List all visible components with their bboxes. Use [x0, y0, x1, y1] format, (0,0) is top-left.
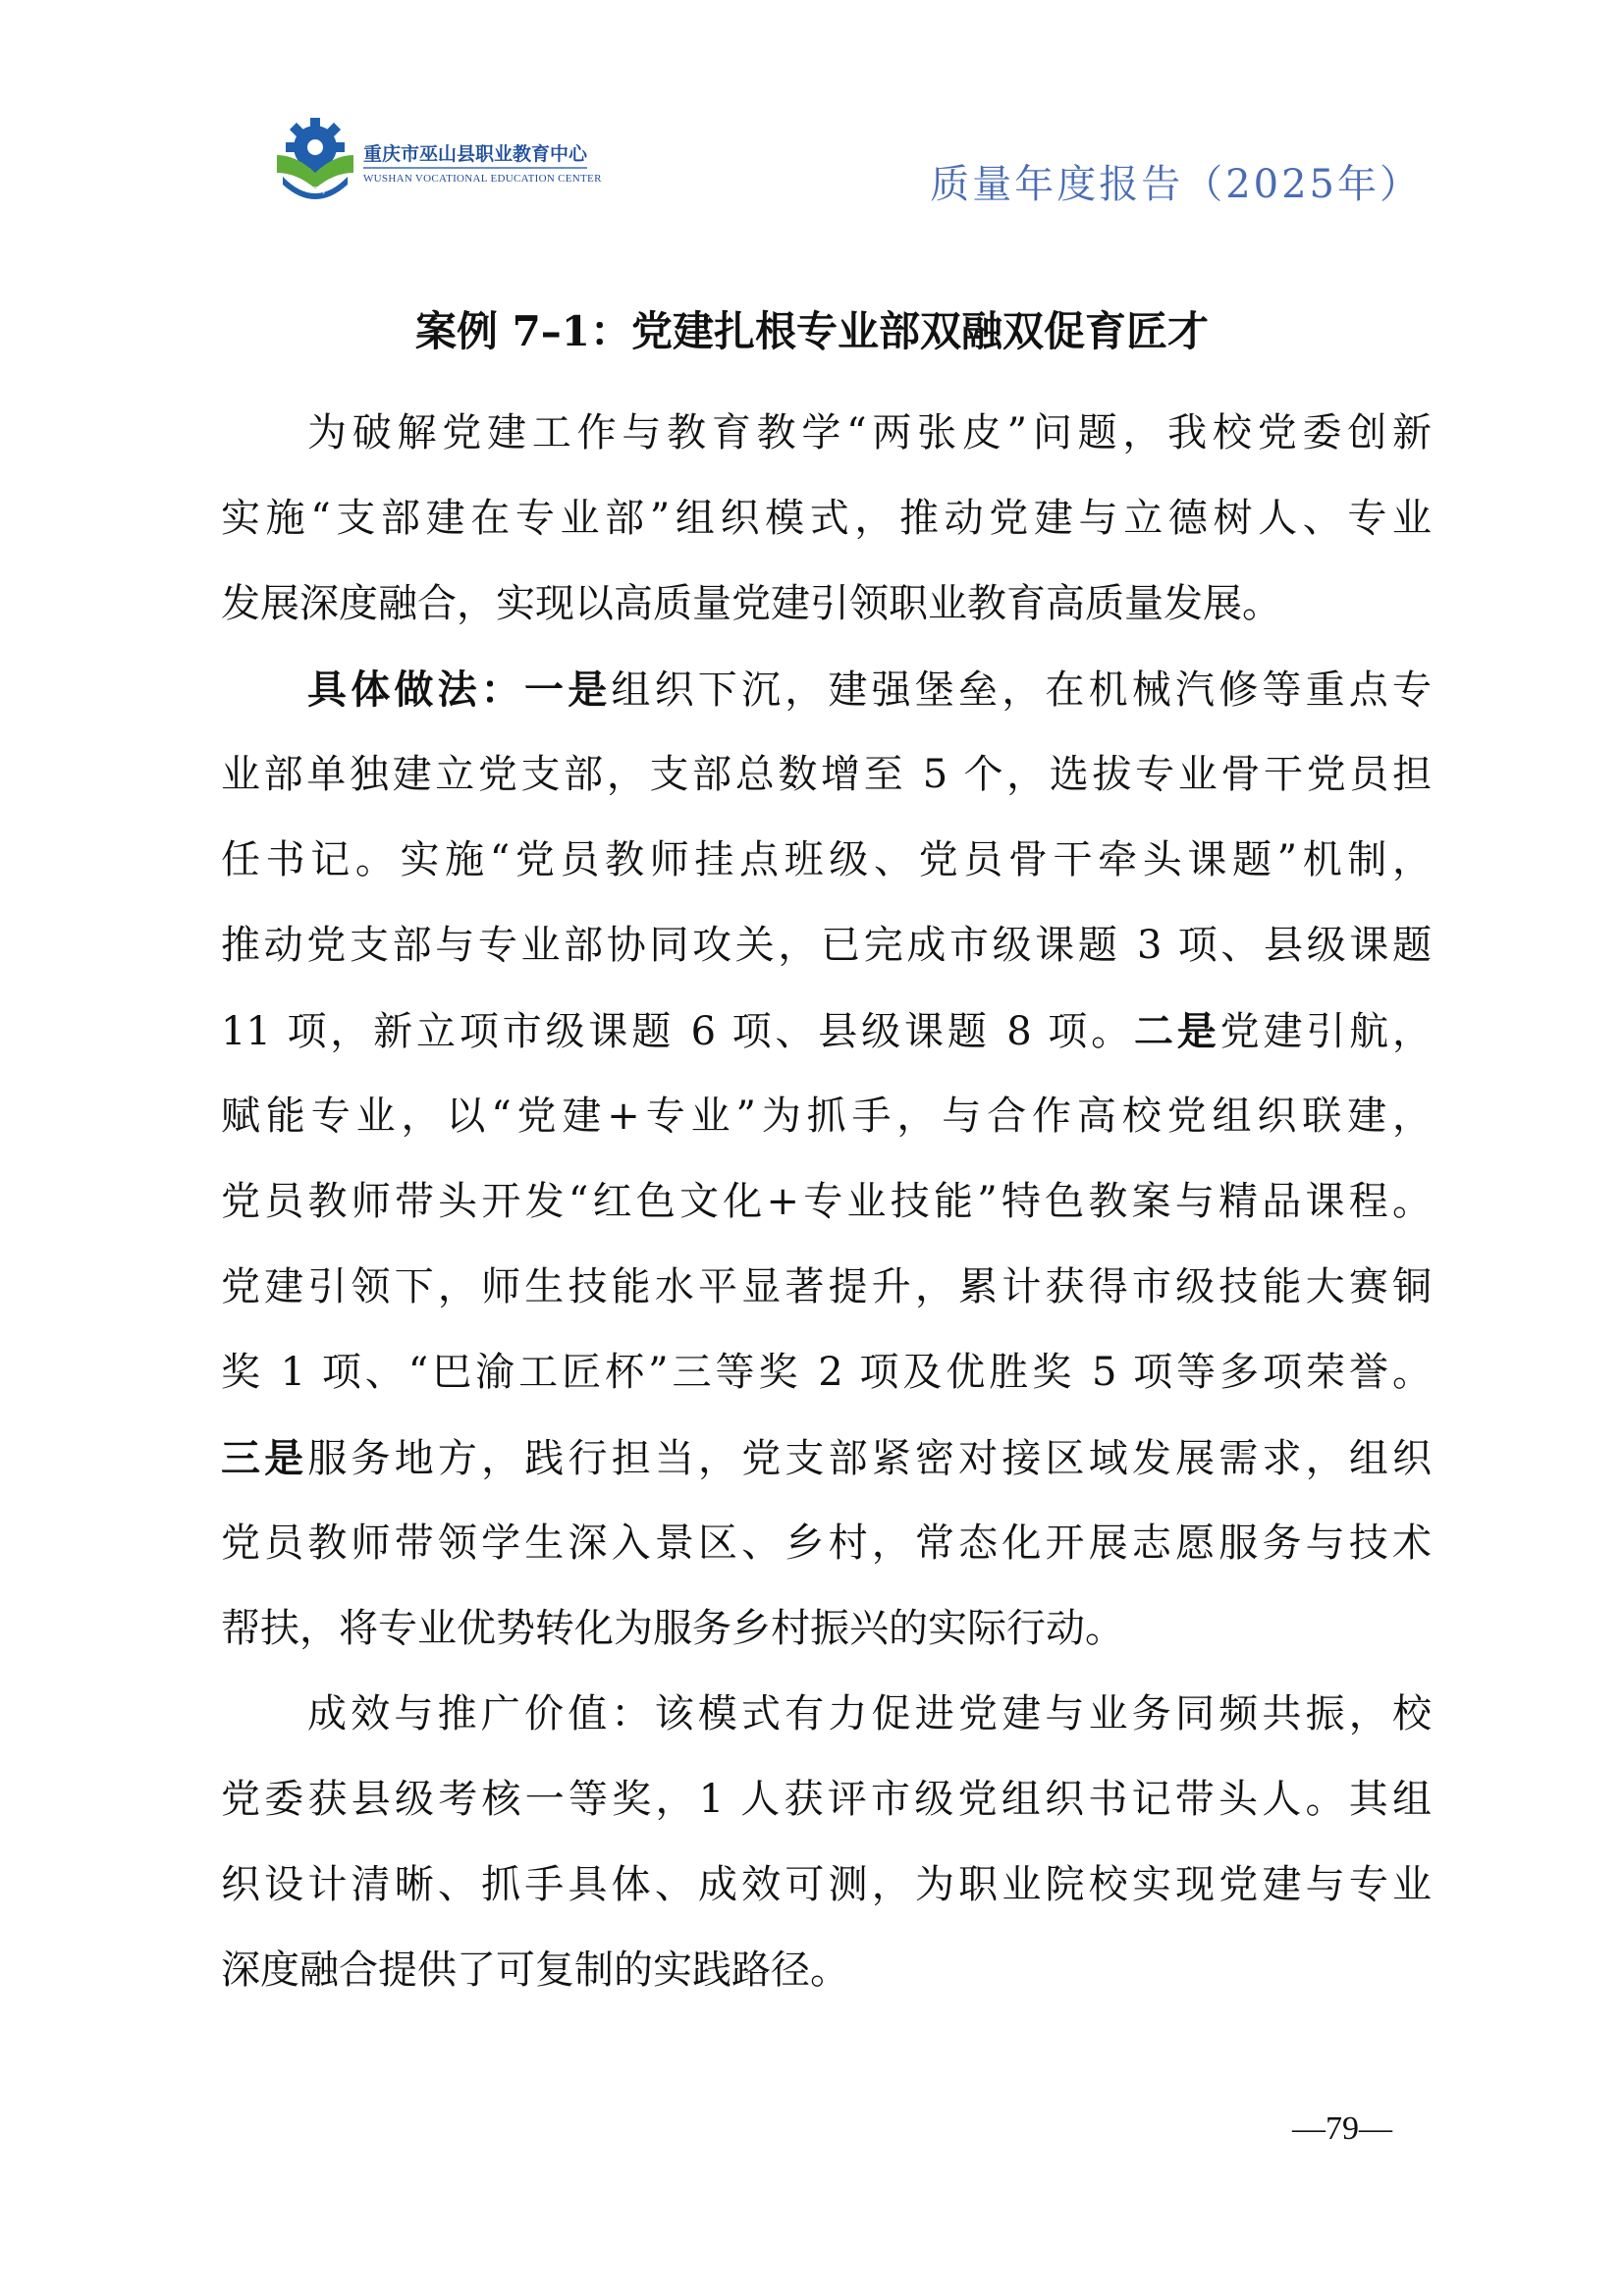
logo-badge: WSZJ — [304, 186, 326, 194]
body-text: 推动党支部与专业部协同攻关，已完成市级课题 3 项、县级课题 — [221, 923, 1432, 968]
paragraph-line — [221, 1330, 1432, 1415]
paragraph-line — [221, 732, 1432, 818]
logo-divider — [363, 167, 587, 169]
paragraph-line — [221, 1245, 1432, 1330]
paragraph-line — [221, 1672, 1432, 1757]
page-number: —79— — [1292, 2110, 1392, 2147]
body-text: 赋能专业，以“党建+专业”为抓手，与合作高校党组织联建， — [221, 1094, 1432, 1139]
paragraph-line — [221, 1757, 1432, 1842]
case-title: 案例 7–1：党建扎根专业部双融双促育匠才 — [414, 307, 1210, 355]
bold-lead-text: 三是 — [221, 1435, 308, 1481]
case-body — [221, 391, 1432, 2013]
body-text: 党员教师带领学生深入景区、乡村，常态化开展志愿服务与技术 — [221, 1521, 1432, 1566]
paragraph-line — [221, 647, 1432, 732]
bold-lead-text: 二是 — [1133, 1008, 1220, 1054]
body-text: 组织下沉，建强堡垒，在机械汽修等重点专 — [611, 667, 1433, 713]
body-text: 帮扶，将专业优势转化为服务乡村振兴的实际行动。 — [221, 1606, 1124, 1651]
body-text: 奖 1 项、“巴渝工匠杯”三等奖 2 项及优胜奖 5 项等多项荣誉。 — [221, 1350, 1432, 1395]
logo-name-en: WUSHAN VOCATIONAL EDUCATION CENTER — [363, 173, 602, 185]
bold-lead-text: 具体做法：一是 — [307, 667, 612, 713]
body-text: 党员教师带头开发“红色文化+专业技能”特色教案与精品课程。 — [221, 1179, 1432, 1224]
paragraph-line — [221, 903, 1432, 988]
body-text: 11 项，新立项市级课题 6 项、县级课题 8 项。 — [221, 1009, 1134, 1054]
body-text: 业部单独建立党支部，支部总数增至 5 个，选拔专业骨干党员担 — [221, 752, 1432, 797]
paragraph-line — [221, 391, 1432, 476]
paragraph-line — [221, 1842, 1432, 1928]
body-text: 服务地方，践行担当，党支部紧密对接区域发展需求，组织 — [307, 1436, 1433, 1481]
body-text: 实施“支部建在专业部”组织模式，推动党建与立德树人、专业 — [221, 496, 1432, 541]
paragraph-line — [221, 476, 1432, 561]
gear-book-emblem-icon — [273, 116, 357, 204]
body-text: 党建引领下，师生技能水平显著提升，累计获得市级技能大赛铜 — [221, 1264, 1432, 1309]
logo-name-cn: 重庆市巫山县职业教育中心 — [363, 143, 588, 165]
body-text: 任书记。实施“党员教师挂点班级、党员骨干牵头课题”机制， — [221, 837, 1432, 882]
paragraph-line — [221, 1415, 1432, 1501]
body-text: 发展深度融合，实现以高质量党建引领职业教育高质量发展。 — [221, 581, 1281, 626]
paragraph-line — [221, 988, 1432, 1074]
paragraph-line — [221, 1159, 1432, 1245]
body-text: 党建引航， — [1219, 1009, 1432, 1054]
body-text: 党委获县级考核一等奖，1 人获评市级党组织书记带头人。其组 — [221, 1777, 1432, 1822]
body-text: 织设计清晰、抓手具体、成效可测，为职业院校实现党建与专业 — [221, 1862, 1432, 1907]
report-title: 质量年度报告（2025年） — [930, 162, 1422, 207]
paragraph-line — [221, 1501, 1432, 1586]
body-text: 为破解党建工作与教育教学“两张皮”问题，我校党委创新 — [307, 410, 1432, 455]
paragraph-line — [221, 1074, 1432, 1159]
body-text: 成效与推广价值：该模式有力促进党建与业务同频共振，校 — [307, 1691, 1432, 1736]
paragraph-line — [221, 1586, 1432, 1672]
paragraph-line — [221, 561, 1432, 647]
paragraph-line — [221, 818, 1432, 903]
paragraph-line — [221, 1928, 1432, 2013]
school-logo — [273, 116, 602, 204]
body-text: 深度融合提供了可复制的实践路径。 — [221, 1948, 849, 1993]
